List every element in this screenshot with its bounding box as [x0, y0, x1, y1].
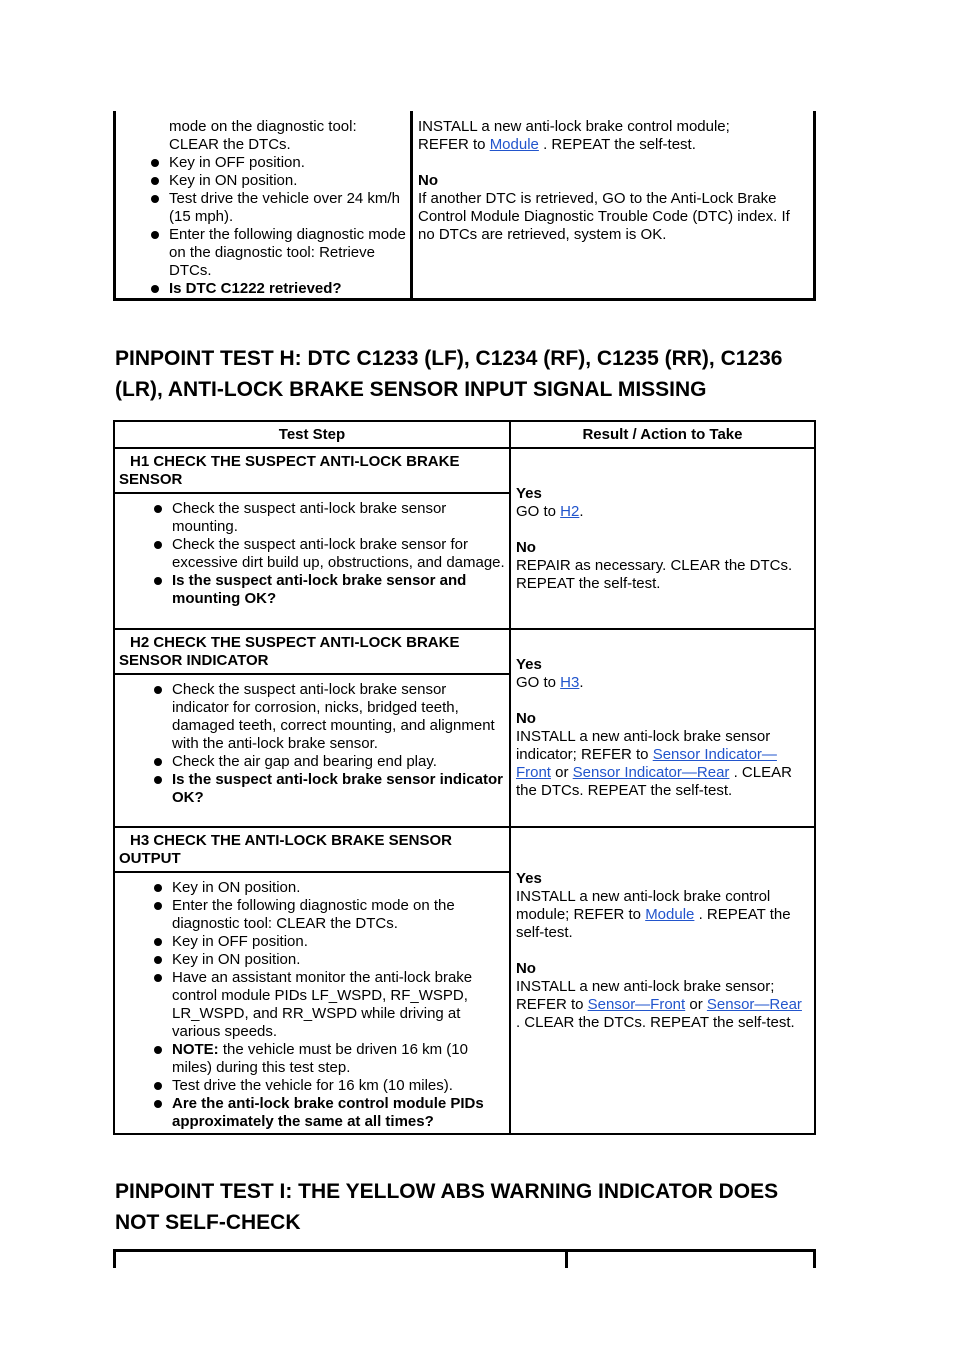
list-item: mode on the diagnostic tool: CLEAR the DTCs. — [169, 118, 357, 153]
list-item: Key in ON position. — [119, 951, 505, 969]
module-link[interactable]: Module — [645, 905, 695, 923]
top-result-cell — [418, 118, 810, 244]
module-link[interactable]: Module — [489, 136, 539, 153]
step-h3-result — [510, 827, 815, 1134]
yes-label: Yes — [515, 484, 542, 502]
step-h2-body — [114, 674, 510, 827]
list-item: Have an assistant monitor the anti-lock brake control module PIDs LF_WSPD, RF_WSPD, LR_WSPD, and RR_WSPD while driving at various speeds. — [119, 969, 505, 1041]
step-h1-result — [510, 448, 815, 629]
top-step-cell — [116, 118, 406, 298]
result-text: INSTALL a new anti-lock brake control module; — [418, 118, 730, 135]
list-item: Key in OFF position. — [116, 154, 406, 172]
sensor-front-link[interactable]: Sensor—Front — [587, 995, 686, 1013]
list-item: Enter the following diagnostic mode on the diagnostic tool: CLEAR the DTCs. — [119, 897, 505, 933]
yes-text: INSTALL a new anti-lock brake control module; REFER to Module . REPEAT the self-test. — [515, 887, 791, 941]
step-h3-body — [114, 872, 510, 1134]
list-item: Key in ON position. — [116, 172, 406, 190]
no-text: INSTALL a new anti-lock brake sensor; REFER to Sensor—Front or Sensor—Rear . CLEAR the DTCs. REPEAT the self-test. — [515, 977, 802, 1031]
sensor-indicator-rear-link[interactable]: Sensor Indicator—Rear — [572, 764, 730, 781]
step-h2-result — [510, 629, 815, 827]
list-item: Check the suspect anti-lock brake sensor for excessive dirt build up, obstructions, and damage. — [119, 536, 505, 572]
h2-link[interactable]: H2 — [560, 502, 580, 520]
pinpoint-h-table — [113, 420, 816, 1135]
no-text: If another DTC is retrieved, GO to the Anti-Lock Brake Control Module Diagnostic Trouble Code (DTC) index. If no DTCs are retrieved, system is OK. — [418, 190, 790, 243]
yes-text: GO to H3. — [515, 674, 584, 691]
h3-link[interactable]: H3 — [560, 674, 580, 691]
list-item: Key in ON position. — [119, 879, 505, 897]
no-label: No — [515, 959, 536, 977]
list-item: Test drive the vehicle for 16 km (10 miles). — [119, 1077, 505, 1095]
yes-label: Yes — [515, 869, 542, 887]
no-label: No — [418, 172, 438, 189]
column-header-test-step: Test Step — [114, 421, 510, 448]
yes-text: GO to H2. — [515, 502, 584, 520]
list-item: Is DTC C1222 retrieved? — [116, 280, 406, 298]
list-item: Is the suspect anti-lock brake sensor indicator OK? — [119, 771, 505, 807]
list-item: Enter the following diagnostic mode on the diagnostic tool: Retrieve DTCs. — [116, 226, 406, 280]
yes-label: Yes — [515, 656, 542, 673]
list-item: Is the suspect anti-lock brake sensor and mounting OK? — [119, 572, 505, 608]
list-item: Test drive the vehicle over 24 km/h (15 mph). — [116, 190, 406, 226]
list-item: Check the air gap and bearing end play. — [119, 753, 505, 771]
list-item: Check the suspect anti-lock brake sensor indicator for corrosion, nicks, bridged teeth, damaged teeth, correct mounting, and alignment with the anti-lock brake sensor. — [119, 681, 505, 753]
pinpoint-i-table-divider — [565, 1249, 568, 1268]
list-item: Key in OFF position. — [119, 933, 505, 951]
sensor-indicator-front-link[interactable]: Sensor Indicator—Front — [515, 746, 777, 781]
top-table-divider — [410, 111, 413, 301]
list-item: Are the anti-lock brake control module PIDs approximately the same at all times? — [119, 1095, 505, 1131]
no-label: No — [515, 710, 536, 727]
pinpoint-h-title: PINPOINT TEST H: DTC C1233 (LF), C1234 (RF), C1235 (RR), C1236 (LR), ANTI-LOCK BRAKE SENSOR INPUT SIGNAL MISSING — [115, 347, 783, 401]
no-text: REPAIR as necessary. CLEAR the DTCs. REPEAT the self-test. — [515, 556, 793, 592]
pinpoint-i-table-frame — [113, 1249, 816, 1268]
list-item: Check the suspect anti-lock brake sensor mounting. — [119, 500, 505, 536]
note-label: NOTE: — [172, 1041, 219, 1058]
step-h3-header: H3 CHECK THE ANTI-LOCK BRAKE SENSOR OUTPUT — [114, 827, 510, 872]
list-item: NOTE: the vehicle must be driven 16 km (10 miles) during this test step. — [119, 1041, 505, 1077]
step-h1-body — [114, 493, 510, 629]
step-h1-header: H1 CHECK THE SUSPECT ANTI-LOCK BRAKE SENSOR — [114, 448, 510, 493]
pinpoint-i-title: PINPOINT TEST I: THE YELLOW ABS WARNING INDICATOR DOES NOT SELF-CHECK — [115, 1180, 779, 1234]
result-text: REFER to Module . REPEAT the self-test. — [418, 136, 696, 153]
no-label: No — [515, 538, 536, 556]
column-header-result: Result / Action to Take — [510, 421, 815, 448]
no-text: INSTALL a new anti-lock brake sensor indicator; REFER to Sensor Indicator—Front or Sensor Indicator—Rear . CLEAR the DTCs. REPEAT the self-test. — [515, 728, 792, 799]
step-h2-header: H2 CHECK THE SUSPECT ANTI-LOCK BRAKE SENSOR INDICATOR — [114, 629, 510, 674]
sensor-rear-link[interactable]: Sensor—Rear — [706, 995, 802, 1013]
